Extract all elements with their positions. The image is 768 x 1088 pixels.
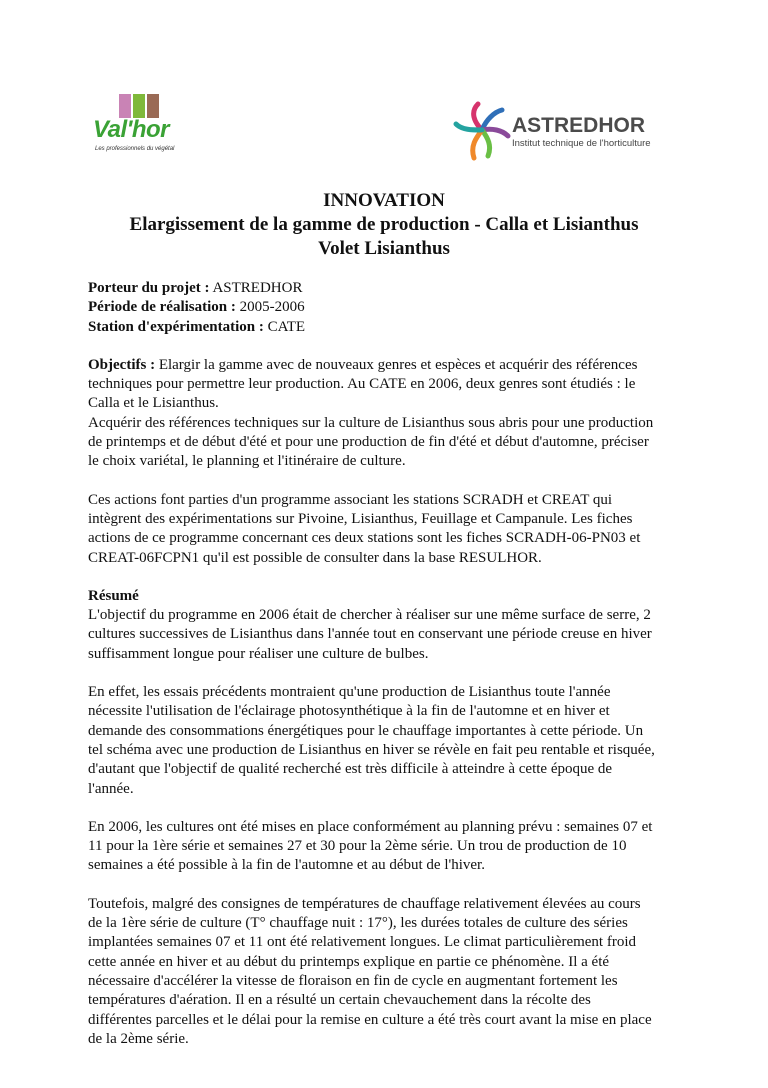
astredhor-wordmark: ASTREDHOR xyxy=(512,114,646,137)
actions-line: intègrent des expérimentations sur Pivoine, Lisianthus, Feuillage et Campanule. Les fiches xyxy=(88,510,633,527)
resume-line: Toutefois, malgré des consignes de températures de chauffage relativement élevées au cours xyxy=(88,895,641,912)
resume-line: différentes parcelles et le délai pour la remise en culture a été très court avant la mise en place xyxy=(88,1011,652,1028)
resume-line: nécessaire d'accélérer la vitesse de floraison en fin de cycle en augmentant fortement les xyxy=(88,972,618,989)
resume-line: suffisamment longue pour réaliser une culture de bulbes. xyxy=(88,645,429,662)
valhor-bar-green xyxy=(133,94,145,118)
title-line-volet: Volet Lisianthus xyxy=(318,238,450,259)
actions-paragraph xyxy=(88,491,688,568)
resume-line: d'autant que l'objectif de qualité recherché est très difficile à atteindre à cette époque de xyxy=(88,761,613,778)
resume-line: nécessite l'utilisation de l'éclairage photosynthétique à la fin de l'automne et en hiver et xyxy=(88,703,610,720)
resume-line: En effet, les essais précédents montraient qu'une production de Lisianthus toute l'année xyxy=(88,684,611,701)
title-line-main: Elargissement de la gamme de production - Calla et Lisianthus xyxy=(129,214,639,235)
meta-station-label: Station d'expérimentation : xyxy=(88,318,264,335)
valhor-wordmark: Val'hor xyxy=(93,116,169,143)
astredhor-logo xyxy=(452,100,672,166)
document-body xyxy=(88,279,688,1049)
resume-line: implantées semaines 07 et 11 ont été relativement longues. Le climat particulièrement froid xyxy=(88,934,637,951)
objectifs-text: Elargir la gamme avec de nouveaux genres et espèces et acquérir des références xyxy=(155,356,638,373)
valhor-color-bars-icon xyxy=(119,94,159,118)
spacer xyxy=(88,799,688,818)
resume-line: demande des consommations énergétiques pour le chauffage importantes à cette période. Un xyxy=(88,722,644,739)
spacer xyxy=(88,568,688,587)
objectifs-line: Calla et le Lisianthus. xyxy=(88,395,219,412)
resume-line: de la 2ème série. xyxy=(88,1030,189,1047)
actions-line: actions de ce programme concernant ces deux stations sont les fiches SCRADH-06-PN03 et xyxy=(88,530,641,547)
objectifs-line: techniques pour permettre leur production. Au CATE en 2006, deux genres sont étudiés : le xyxy=(88,376,636,393)
meta-porteur-label: Porteur du projet : xyxy=(88,280,210,296)
objectifs-section xyxy=(88,356,688,472)
resume-line: de la 1ère série de culture (T° chauffage nuit : 17°), les durées totales de culture des séries xyxy=(88,915,628,932)
astredhor-subtitle: Institut technique de l'horticulture xyxy=(512,138,651,149)
title-line-innovation: INNOVATION xyxy=(323,190,445,211)
resume-line: semaines a été possible à la fin de l'automne et au début de l'hiver. xyxy=(88,857,485,874)
meta-periode-label: Période de réalisation : xyxy=(88,299,236,316)
objectifs-line: le choix variétal, le planning et l'itinéraire de culture. xyxy=(88,453,406,470)
resume-heading: Résumé xyxy=(88,587,139,604)
valhor-logo xyxy=(93,92,203,164)
actions-line: CREAT-06FCPN1 qu'il est possible de consulter dans la base RESULHOR. xyxy=(88,549,542,566)
resume-line: tel schéma avec une production de Lisianthus en hiver se révèle en fait peu rentable et risquée, xyxy=(88,741,655,758)
valhor-tagline: Les professionnels du végétal xyxy=(95,146,175,152)
resume-line: cultures successives de Lisianthus dans l'année tout en conservant une période creuse en hiver xyxy=(88,626,652,643)
meta-periode-value: 2005-2006 xyxy=(235,299,305,316)
resume-paragraph-2 xyxy=(88,683,688,799)
spacer xyxy=(88,664,688,683)
spacer xyxy=(88,472,688,491)
objectifs-line: Acquérir des références techniques sur la culture de Lisianthus sous abris pour une production xyxy=(88,414,654,431)
meta-station-value: CATE xyxy=(263,318,306,335)
valhor-bar-pink xyxy=(119,94,131,118)
objectifs-line xyxy=(88,356,688,375)
resume-paragraph-4 xyxy=(88,895,688,1049)
resume-line: En 2006, les cultures ont été mises en place conformément au planning prévu : semaines 07 et xyxy=(88,818,653,835)
resume-line: L'objectif du programme en 2006 était de chercher à réaliser sur une même surface de serre, 2 xyxy=(88,607,651,624)
resume-paragraph-1 xyxy=(88,606,688,664)
astredhor-flower-icon xyxy=(452,100,512,162)
resume-line: 11 pour la 1ère série et semaines 27 et 30 pour la 2ème série. Un trou de production de 10 xyxy=(88,838,627,855)
document-title xyxy=(0,189,768,261)
resume-paragraph-3 xyxy=(88,818,688,876)
meta-porteur xyxy=(88,279,688,298)
valhor-bar-brown xyxy=(147,94,159,118)
resume-line: températures d'aération. Il en a résulté un certain chevauchement dans la récolte des xyxy=(88,992,591,1009)
meta-periode xyxy=(88,298,688,317)
objectifs-label: Objectifs : xyxy=(88,356,156,373)
meta-station xyxy=(88,318,688,337)
objectifs-line: de printemps et de début d'été et pour une production de fin d'été et début d'automne, préciser xyxy=(88,434,649,451)
resume-line: cette année en hiver et au début du printemps explique en partie ce phénomène. Il a été xyxy=(88,953,610,970)
resume-section xyxy=(88,587,688,1049)
meta-porteur-value: ASTREDHOR xyxy=(209,280,303,296)
spacer xyxy=(88,876,688,895)
resume-line: l'année. xyxy=(88,780,134,797)
spacer xyxy=(88,337,688,356)
actions-line: Ces actions font parties d'un programme associant les stations SCRADH et CREAT qui xyxy=(88,491,613,508)
